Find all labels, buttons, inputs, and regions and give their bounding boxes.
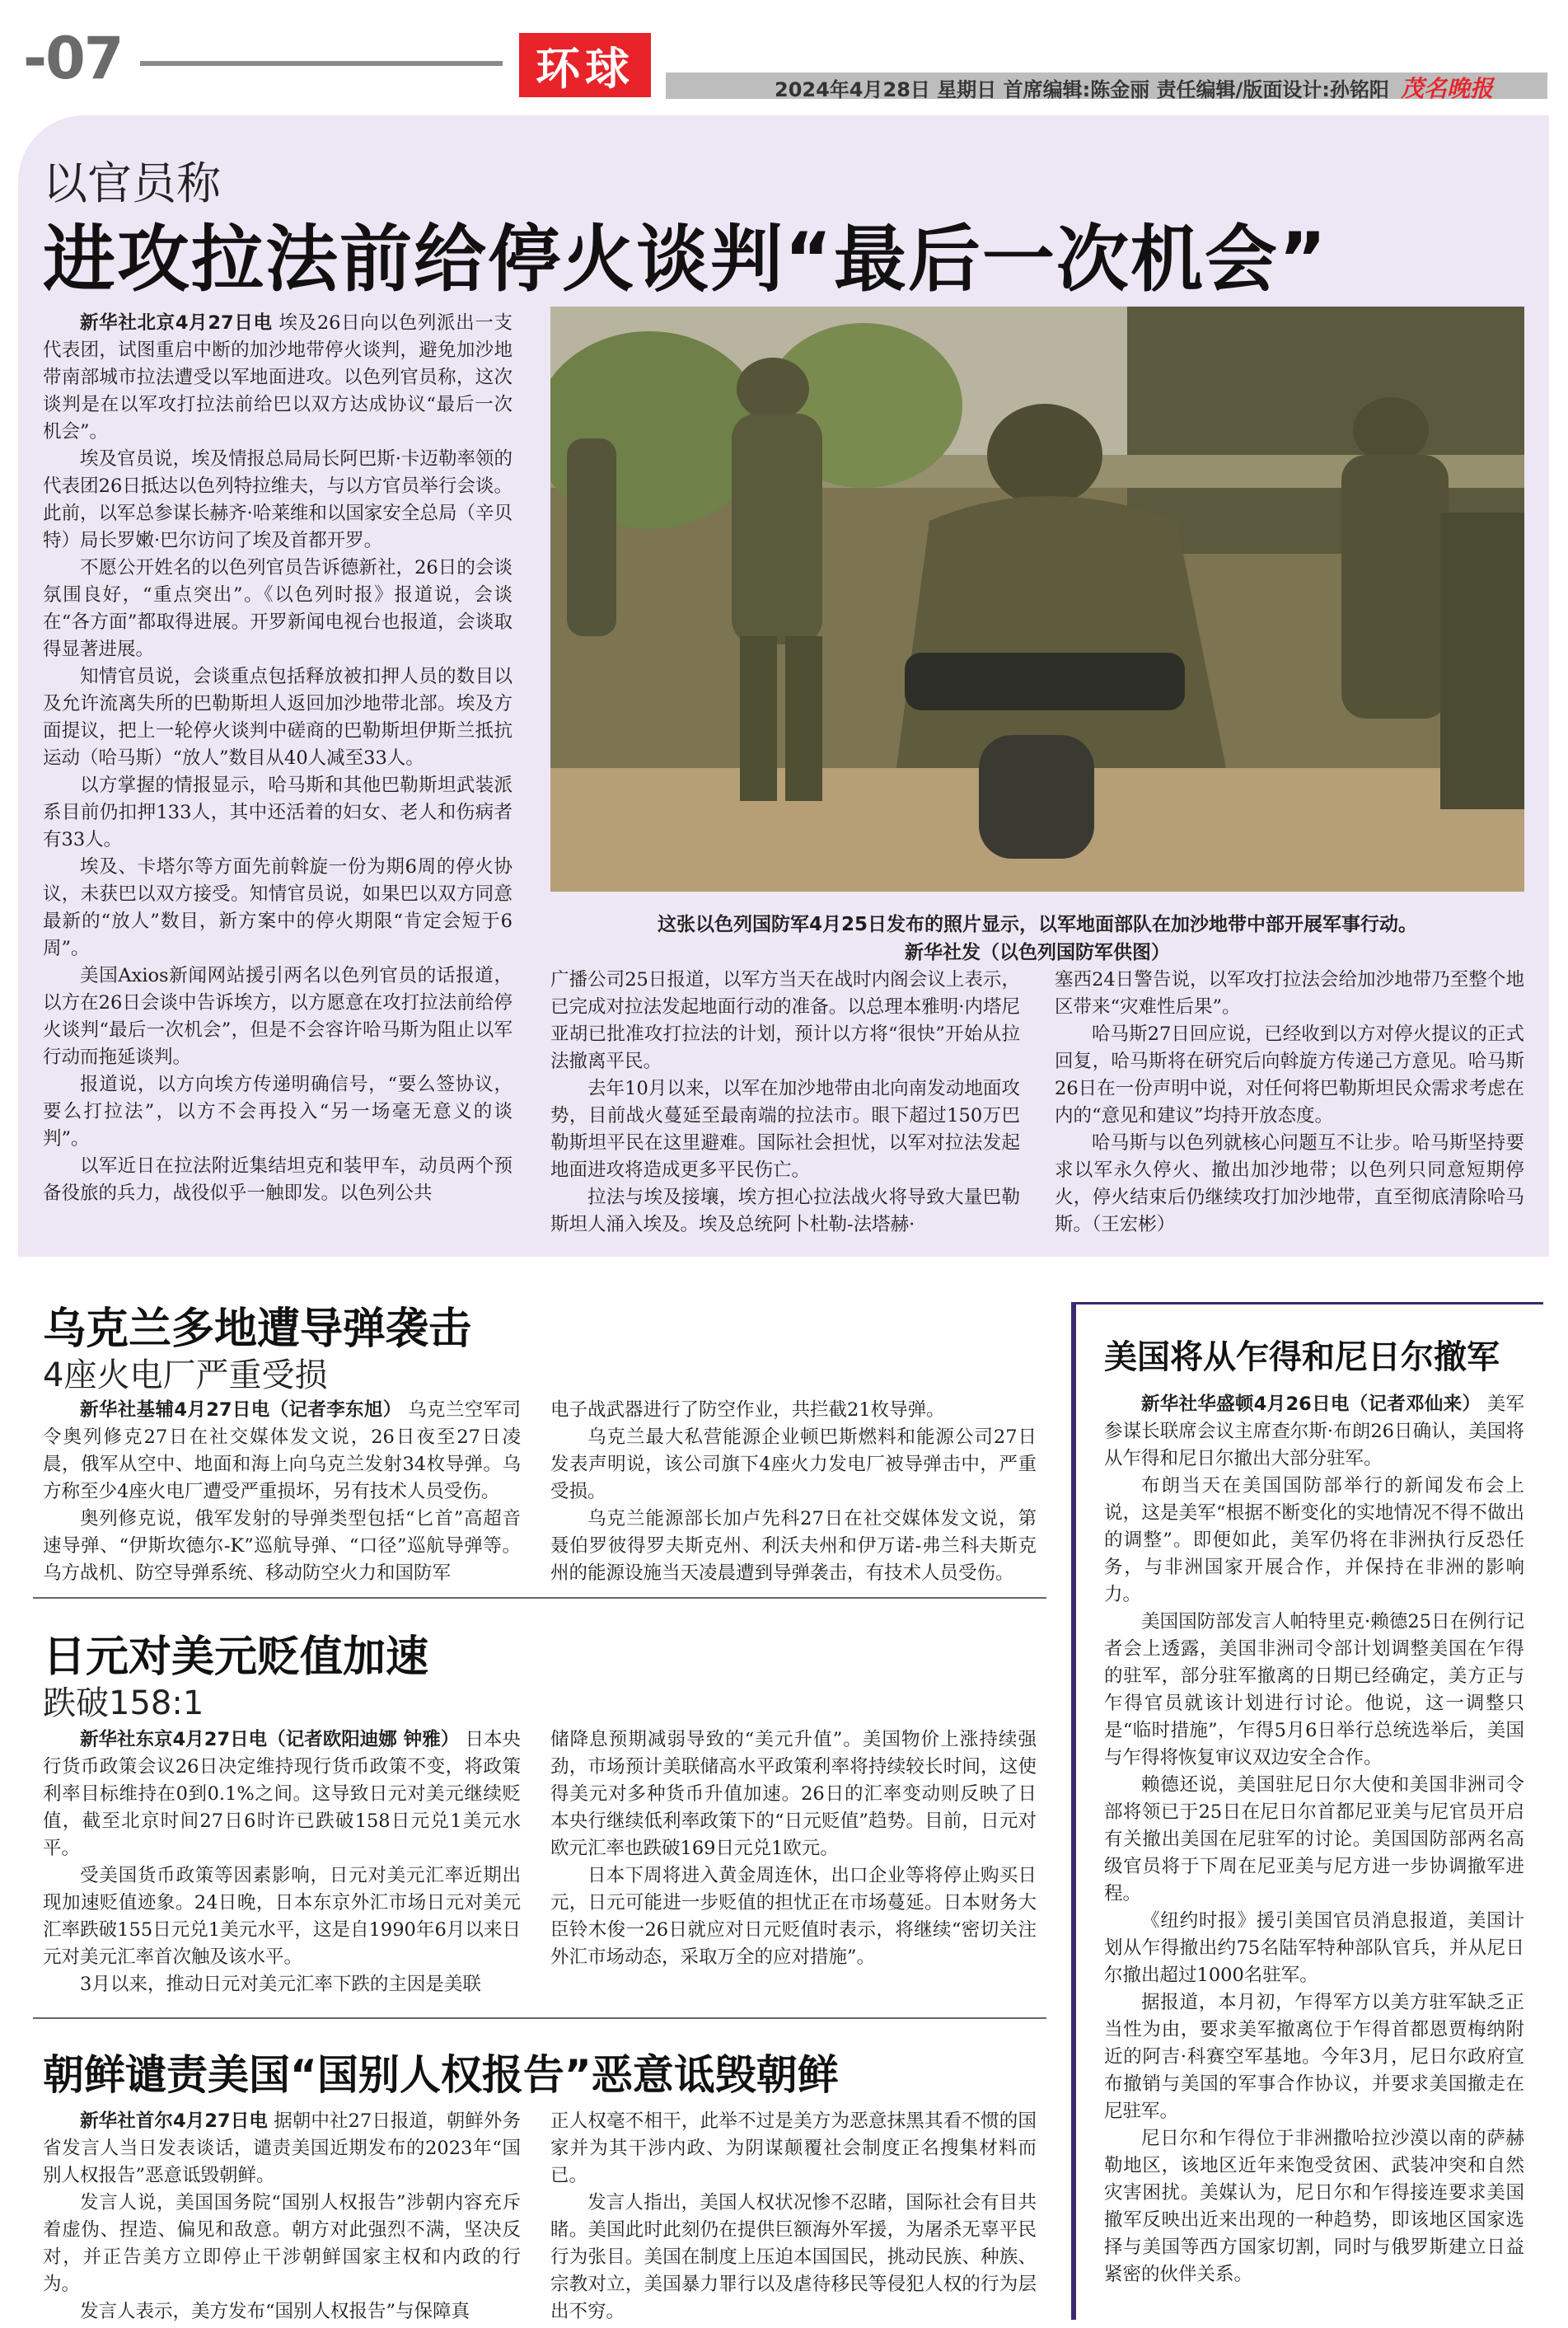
ukraine-column-1 bbox=[43, 1397, 521, 1587]
paragraph-text: 据报道，本月初，乍得军方以美方驻军缺乏正当性为由，要求美军撤离位于乍得首都恩贾梅纳附近的阿吉·科赛空军基地。今年3月，尼日尔政府宣布撤销与美国的军事合作协议，并要求美国撤走在尼驻军。 bbox=[1104, 1992, 1524, 2122]
paragraph bbox=[43, 2108, 521, 2190]
soldiers-photo bbox=[550, 307, 1524, 892]
header-meta: 2024年4月28日 星期日 首席编辑:陈金丽 责任编辑/版面设计:孙铭阳 bbox=[775, 78, 1389, 101]
yen-column-1 bbox=[43, 1726, 521, 1998]
paragraph-text: 广播公司25日报道，以军方当天在战时内阁会议上表示，已完成对拉法发起地面行动的准备。以总理本雅明·内塔尼亚胡已批准攻打拉法的计划，预计以方将“很快”开始从拉法撤离平民。 bbox=[550, 969, 1020, 1072]
divider-1 bbox=[33, 1597, 1046, 1599]
dprk-column-1 bbox=[43, 2108, 521, 2326]
paragraph bbox=[1104, 2125, 1524, 2288]
paragraph-text: 哈马斯27日回应说，已经收到以方对停火提议的正式回复，哈马斯将在研究后向斡旋方传递己方意见。哈马斯26日在一份声明中说，对任何将巴勒斯坦民众需求考虑在内的“意见和建议”均持开放态度。 bbox=[1055, 1023, 1524, 1127]
paragraph-text: 埃及官员说，埃及情报总局局长阿巴斯·卡迈勒率领的代表团26日抵达以色列特拉维夫，与以方官员举行会谈。此前，以军总参谋长赫齐·哈莱维和以国家安全总局（辛贝特）局长罗嫩·巴尔访问了埃及首都开罗。 bbox=[43, 448, 513, 551]
paragraph-text: 受美国货币政策等因素影响，日元对美元汇率近期出现加速贬值迹象。24日晚，日本东京外汇市场日元对美元汇率跌破155日元兑1美元水平，这是自1990年6月以来日元对美元汇率首次触及该水平。 bbox=[43, 1865, 521, 1968]
paragraph-text: 不愿公开姓名的以色列官员告诉德新社，26日的会谈氛围良好，“重点突出”。《以色列时报》报道说，会谈在“各方面”都取得进展。开罗新闻电视台也报道，会谈取得显著进展。 bbox=[43, 557, 513, 660]
ukraine-column-2 bbox=[550, 1397, 1037, 1587]
lead-column-1 bbox=[43, 310, 513, 1207]
lead-headline: 进攻拉法前给停火谈判“最后一次机会” bbox=[43, 217, 1328, 302]
paragraph-text: 哈马斯与以色列就核心问题互不让步。哈马斯坚持要求以军永久停火、撤出加沙地带；以色列只同意短期停火，停火结束后仍继续攻打加沙地带，直至彻底清除哈马斯。（王宏彬） bbox=[1055, 1132, 1524, 1235]
paragraph bbox=[43, 1971, 521, 1998]
paragraph-text: 尼日尔和乍得位于非洲撒哈拉沙漠以南的萨赫勒地区，该地区近年来饱受贫困、武装冲突和自然灾害困扰。美媒认为，尼日尔和乍得接连要求美国撤军反映出近来出现的一种趋势，即该地区国家选择与美国等西方国家切割，同时与俄罗斯建立日益紧密的伙伴关系。 bbox=[1104, 2128, 1524, 2285]
chad-body bbox=[1104, 1391, 1524, 2288]
paragraph bbox=[1055, 967, 1524, 1021]
paragraph bbox=[43, 310, 513, 446]
paragraph bbox=[550, 2190, 1037, 2326]
lead-kicker: 以官员称 bbox=[43, 157, 221, 209]
dateline: 新华社东京4月27日电（记者欧阳迪娜 钟雅） bbox=[80, 1729, 460, 1750]
lead-column-2 bbox=[550, 967, 1020, 1239]
dateline: 新华社华盛顿4月26日电（记者邓仙来） bbox=[1141, 1394, 1481, 1415]
paragraph-text: 奥列修克说，俄军发射的导弹类型包括“匕首”高超音速导弹、“伊斯坎德尔-K”巡航导弹、“口径”巡航导弹等。乌方战机、防空导弹系统、移动防空火力和国防军 bbox=[43, 1508, 521, 1584]
paragraph bbox=[1104, 1609, 1524, 1772]
paragraph-text: 《纽约时报》援引美国官员消息报道，美国计划从乍得撤出约75名陆军特种部队官兵，并从尼日尔撤出超过1000名驻军。 bbox=[1104, 1910, 1524, 1986]
paragraph bbox=[43, 854, 513, 963]
paragraph bbox=[550, 1075, 1020, 1184]
paragraph bbox=[43, 1726, 521, 1862]
paragraph bbox=[1104, 1989, 1524, 2125]
paragraph bbox=[43, 555, 513, 663]
paragraph bbox=[43, 772, 513, 854]
paragraph-text: 据朝中社27日报道，朝鲜外务省发言人当日发表谈话，谴责美国近期发布的2023年“国别人权报告”恶意诋毁朝鲜。 bbox=[43, 2110, 521, 2186]
paragraph bbox=[43, 1397, 521, 1506]
paragraph bbox=[43, 1506, 521, 1587]
paragraph-text: 布朗当天在美国国防部举行的新闻发布会上说，这是美军“根据不断变化的实地情况不得不做出的调整”。即便如此，美军仍将在非洲执行反恐任务，与非洲国家开展合作，并保持在非洲的影响力。 bbox=[1104, 1475, 1524, 1605]
paragraph bbox=[43, 963, 513, 1071]
paragraph bbox=[550, 967, 1020, 1075]
header-rule bbox=[140, 61, 503, 66]
paragraph bbox=[550, 2108, 1037, 2190]
paragraph bbox=[1055, 1021, 1524, 1130]
paragraph-text: 美国Axios新闻网站援引两名以色列官员的话报道，以方在26日会谈中告诉埃方，以方愿意在攻打拉法前给停火谈判“最后一次机会”，但是不会容许哈马斯为阻止以军行动而拖延谈判。 bbox=[43, 965, 513, 1068]
paragraph-text: 美国国防部发言人帕特里克·赖德25日在例行记者会上透露，美国非洲司令部计划调整美国在乍得的驻军，部分驻军撤离的日期已经确定，美方正与乍得官员就该计划进行讨论。他说，这一调整只是“临时措施”，乍得5月6日举行总统选举后，美国与乍得将恢复审议双边安全合作。 bbox=[1104, 1611, 1524, 1768]
paragraph-text: 日本央行货币政策会议26日决定维持现行货币政策不变，将政策利率目标维持在0到0.1%之间。这导致日元对美元继续贬值，截至北京时间27日6时许已跌破158日元兑1美元水平。 bbox=[43, 1729, 521, 1859]
paragraph-text: 以军近日在拉法附近集结坦克和装甲车，动员两个预备役旅的兵力，战役似乎一触即发。以色列公共 bbox=[43, 1155, 513, 1204]
paragraph bbox=[550, 1506, 1037, 1587]
paragraph-text: 发言人说，美国国务院“国别人权报告”涉朝内容充斥着虚伪、捏造、偏见和敌意。朝方对此强烈不满，坚决反对，并正告美方立即停止干涉朝鲜国家主权和内政的行为。 bbox=[43, 2192, 521, 2295]
dateline: 新华社首尔4月27日电 bbox=[80, 2110, 268, 2132]
paragraph bbox=[1104, 1908, 1524, 1989]
paragraph-text: 知情官员说，会谈重点包括释放被扣押人员的数目以及允许流离失所的巴勒斯坦人返回加沙地带北部。埃及方面提议，把上一轮停火谈判中磋商的巴勒斯坦伊斯兰抵抗运动（哈马斯）“放人”数目从40人减至33人。 bbox=[43, 666, 513, 769]
paragraph-text: 赖德还说，美国驻尼日尔大使和美国非洲司令部将领已于25日在尼日尔首都尼亚美与尼官员开启有关撤出美国在尼驻军的讨论。美国国防部两名高级官员将于下周在尼亚美与尼方进一步协调撤军进程。 bbox=[1104, 1774, 1524, 1904]
paragraph-text: 乌克兰能源部长加卢先科27日在社交媒体发文说，第聂伯罗彼得罗夫斯克州、利沃夫州和伊万诺-弗兰科夫斯克州的能源设施当天凌晨遭到导弹袭击，有技术人员受伤。 bbox=[550, 1508, 1037, 1584]
paragraph bbox=[550, 1184, 1020, 1239]
ukraine-subheadline: 4座火电厂严重受损 bbox=[43, 1356, 328, 1394]
dprk-headline: 朝鲜谴责美国“国别人权报告”恶意诋毁朝鲜 bbox=[43, 2051, 839, 2099]
paragraph bbox=[1104, 1473, 1524, 1609]
yen-headline: 日元对美元贬值加速 bbox=[43, 1632, 429, 1682]
page-number: -07 bbox=[23, 25, 123, 92]
paragraph-text: 拉法与埃及接壤，埃方担心拉法战火将导致大量巴勒斯坦人涌入埃及。埃及总统阿卜杜勒-法塔赫· bbox=[550, 1187, 1020, 1235]
paragraph bbox=[43, 1862, 521, 1971]
ukraine-headline: 乌克兰多地遭导弹袭击 bbox=[43, 1305, 472, 1354]
photo-caption: 这张以色列国防军4月25日发布的照片显示，以军地面部队在加沙地带中部开展军事行动。 bbox=[657, 914, 1417, 935]
yen-subheadline: 跌破158:1 bbox=[43, 1684, 204, 1722]
section-label: 环球 bbox=[519, 33, 651, 97]
paragraph bbox=[43, 1071, 513, 1153]
chad-headline: 美国将从乍得和尼日尔撤军 bbox=[1104, 1338, 1500, 1376]
paragraph bbox=[43, 446, 513, 555]
photo-credit: 新华社发（以色列国防军供图） bbox=[905, 942, 1170, 963]
paragraph-text: 3月以来，推动日元对美元汇率下跌的主因是美联 bbox=[80, 1974, 481, 1995]
paragraph-text: 埃及、卡塔尔等方面先前斡旋一份为期6周的停火协议，未获巴以双方接受。知情官员说，如果巴以双方同意最新的“放人”数目，新方案中的停火期限“肯定会短于6周”。 bbox=[43, 856, 513, 959]
paragraph bbox=[550, 1397, 1037, 1424]
paragraph-text: 乌克兰最大私营能源企业顿巴斯燃料和能源公司27日发表声明说，该公司旗下4座火力发电厂被导弹击中，严重受损。 bbox=[550, 1426, 1037, 1502]
paragraph-text: 去年10月以来，以军在加沙地带由北向南发动地面攻势，目前战火蔓延至最南端的拉法市。眼下超过150万巴勒斯坦平民在这里避难。国际社会担忧，以军对拉法发起地面进攻将造成更多平民伤亡。 bbox=[550, 1078, 1020, 1181]
paragraph-text: 发言人指出，美国人权状况惨不忍睹，国际社会有目共睹。美国此时此刻仍在提供巨额海外军援，为屠杀无辜平民行为张目。美国在制度上压迫本国国民，挑动民族、种族、宗教对立，美国暴力罪行以及虐待移民等侵犯人权的行为层出不穷。 bbox=[550, 2192, 1037, 2322]
newspaper-logo: 茂名晚报 bbox=[1401, 75, 1494, 102]
paragraph-text: 日本下周将进入黄金周连休，出口企业等将停止购买日元，日元可能进一步贬值的担忧正在市场蔓延。日本财务大臣铃木俊一26日就应对日元贬值时表示，将继续“密切关注外汇市场动态，采取万全的应对措施”。 bbox=[550, 1865, 1037, 1968]
paragraph-text: 发言人表示，美方发布“国别人权报告”与保障真 bbox=[80, 2301, 470, 2322]
paragraph-text: 电子战武器进行了防空作业，共拦截21枚导弹。 bbox=[550, 1399, 945, 1421]
yen-column-2 bbox=[550, 1726, 1037, 1971]
paragraph bbox=[43, 2298, 521, 2326]
paragraph-text: 以方掌握的情报显示，哈马斯和其他巴勒斯坦武装派系目前仍扣押133人，其中还活着的妇女、老人和伤病者有33人。 bbox=[43, 775, 513, 850]
paragraph bbox=[43, 1153, 513, 1207]
paragraph bbox=[550, 1862, 1037, 1971]
paragraph bbox=[550, 1424, 1037, 1506]
paragraph-text: 塞西24日警告说，以军攻打拉法会给加沙地带乃至整个地区带来“灾难性后果”。 bbox=[1055, 969, 1524, 1018]
paragraph bbox=[43, 2190, 521, 2298]
dateline: 新华社北京4月27日电 bbox=[80, 312, 273, 334]
paragraph-text: 乌克兰空军司令奥列修克27日在社交媒体发文说，26日夜至27日凌晨，俄军从空中、地面和海上向乌克兰发射34枚导弹。乌方称至少4座火电厂遭受严重损坏，另有技术人员受伤。 bbox=[43, 1399, 521, 1502]
paragraph-text: 储降息预期减弱导致的“美元升值”。美国物价上涨持续强劲，市场预计美联储高水平政策利率将持续较长时间，这使得美元对多种货币升值加速。26日的汇率变动则反映了日本央行继续低利率政策下的“日元贬值”趋势。目前，日元对欧元汇率也跌破169日元兑1欧元。 bbox=[550, 1729, 1037, 1859]
paragraph-text: 正人权毫不相干，此举不过是美方为恶意抹黑其看不惯的国家并为其干涉内政、为阴谋颠覆社会制度正名搜集材料而已。 bbox=[550, 2110, 1037, 2186]
paragraph-text: 美军参谋长联席会议主席查尔斯·布朗26日确认，美国将从乍得和尼日尔撤出大部分驻军。 bbox=[1104, 1394, 1524, 1469]
dprk-column-2 bbox=[550, 2108, 1037, 2326]
dateline: 新华社基辅4月27日电（记者李东旭） bbox=[80, 1399, 402, 1421]
paragraph-text: 报道说，以方向埃方传递明确信号，“要么签协议，要么打拉法”，以方不会再投入“另一场毫无意义的谈判”。 bbox=[43, 1074, 513, 1150]
paragraph bbox=[1104, 1391, 1524, 1473]
paragraph bbox=[43, 663, 513, 772]
paragraph bbox=[1104, 1772, 1524, 1908]
paragraph bbox=[550, 1726, 1037, 1862]
paragraph bbox=[1055, 1130, 1524, 1239]
lead-column-3 bbox=[1055, 967, 1524, 1239]
paragraph-text: 埃及26日向以色列派出一支代表团，试图重启中断的加沙地带停火谈判，避免加沙地带南部城市拉法遭受以军地面进攻。以色列官员称，这次谈判是在以军攻打拉法前给巴以双方达成协议“最后一次机会”。 bbox=[43, 312, 513, 443]
divider-2 bbox=[33, 2017, 1046, 2019]
